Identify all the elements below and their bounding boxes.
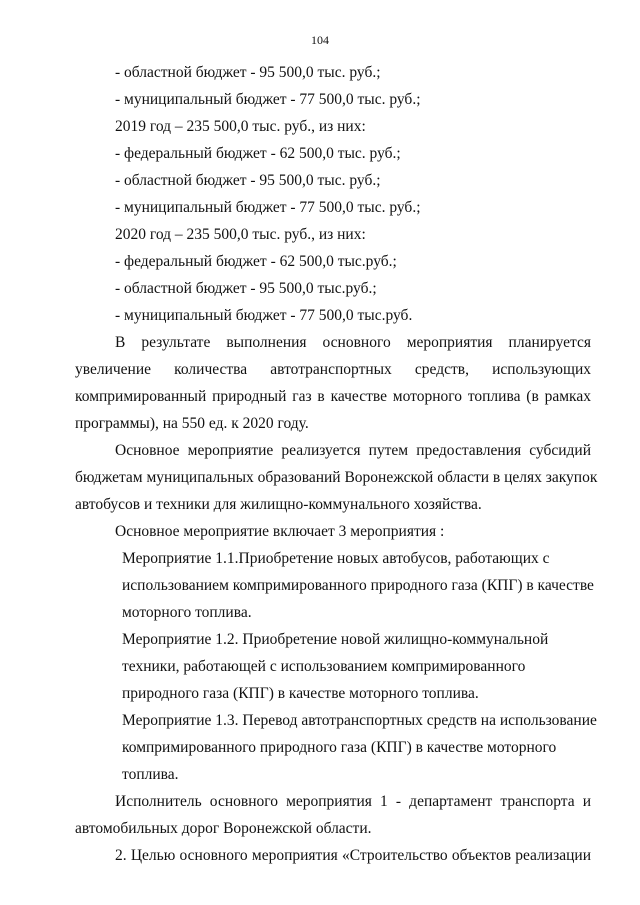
text-line: техники, работающей с использованием компримированного [122,658,526,675]
text-line: - федеральный бюджет - 62 500,0 тыс. руб.; [115,145,401,162]
text-line: - областной бюджет - 95 500,0 тыс.руб.; [115,280,377,297]
text-line: Мероприятие 1.3. Перевод автотранспортных средств на использование [122,712,597,729]
text-line: Мероприятие 1.1.Приобретение новых автобусов, работающих с [122,550,550,567]
text-line: компримированный природный газ в качестве моторного топлива (в рамках [75,388,591,405]
text-line: - муниципальный бюджет - 77 500,0 тыс. руб.; [115,199,421,216]
text-line: Основное мероприятие реализуется путем предоставления субсидий [115,442,591,459]
text-line: автобусов и техники для жилищно-коммунального хозяйства. [75,496,482,513]
text-line: топлива. [122,766,179,783]
text-line: Основное мероприятие включает 3 мероприятия : [115,523,445,540]
text-line: В результате выполнения основного мероприятия планируется [115,334,591,351]
text-line: компримированного природного газа (КПГ) в качестве моторного [122,739,557,756]
text-line: увеличение количества автотранспортных средств, использующих [75,361,591,378]
text-line: 2. Целью основного мероприятия «Строительство объектов реализации [115,847,591,864]
text-line: - муниципальный бюджет - 77 500,0 тыс.руб. [115,307,413,324]
text-line: 2020 год – 235 500,0 тыс. руб., из них: [115,226,366,243]
text-line: использованием компримированного природного газа (КПГ) в качестве [122,577,594,594]
text-line: - федеральный бюджет - 62 500,0 тыс.руб.; [115,253,397,270]
text-line: бюджетам муниципальных образований Воронежской области в целях закупок [75,469,598,486]
text-line: природного газа (КПГ) в качестве моторного топлива. [122,685,479,702]
page-number: 104 [311,33,329,47]
text-line: - областной бюджет - 95 500,0 тыс. руб.; [115,64,381,81]
text-line: - муниципальный бюджет - 77 500,0 тыс. руб.; [115,91,421,108]
text-line: - областной бюджет - 95 500,0 тыс. руб.; [115,172,381,189]
text-line: автомобильных дорог Воронежской области. [75,820,372,837]
text-line: программы), на 550 ед. к 2020 году. [75,415,309,432]
text-line: 2019 год – 235 500,0 тыс. руб., из них: [115,118,366,135]
text-line: моторного топлива. [122,604,252,621]
text-line: Мероприятие 1.2. Приобретение новой жилищно-коммунальной [122,631,549,648]
text-line: Исполнитель основного мероприятия 1 - департамент транспорта и [115,793,591,810]
